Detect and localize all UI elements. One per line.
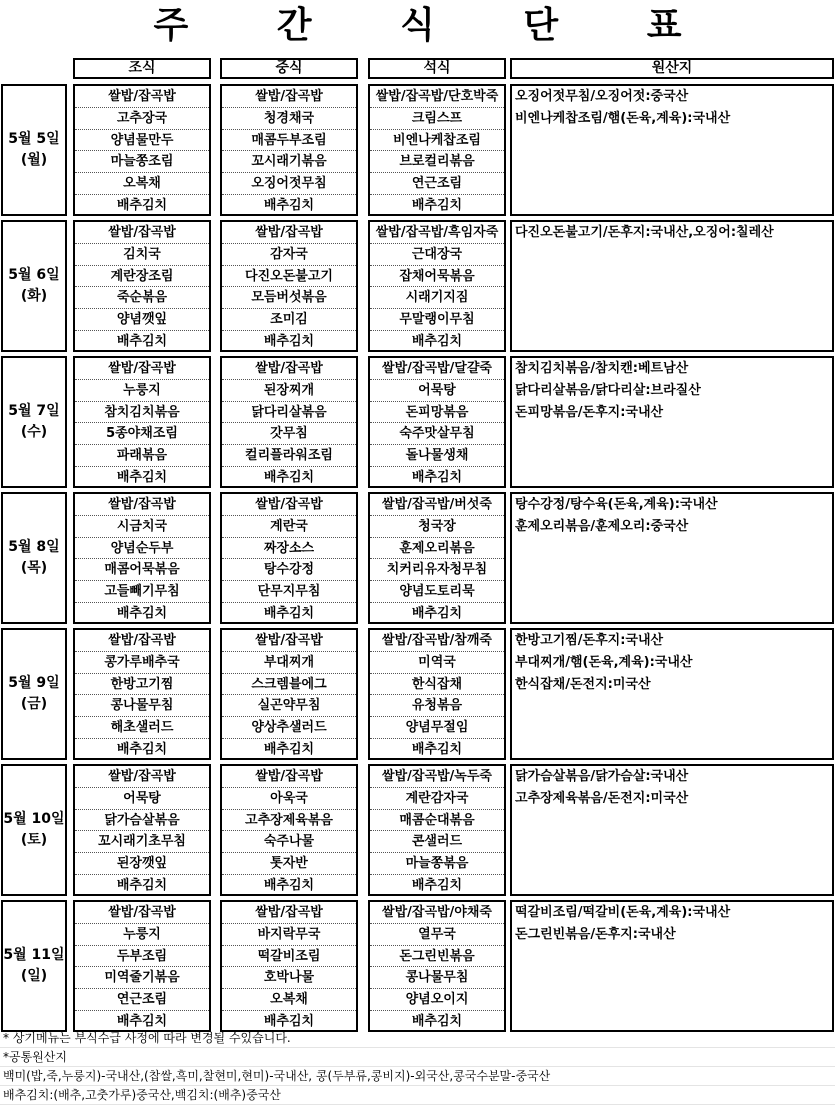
- day-label: [1, 628, 67, 760]
- lunch-column: [220, 220, 358, 352]
- lunch-column: [220, 764, 358, 896]
- origin-item: 탕수강정/탕수육(돈육,계육):국내산: [515, 497, 718, 512]
- menu-item: 쌀밥/잡곡밥: [75, 630, 209, 652]
- day-label: [1, 84, 67, 216]
- origin-column: [510, 356, 834, 488]
- menu-item: 참치김치볶음: [75, 402, 209, 424]
- menu-item: 쌀밥/잡곡밥: [222, 86, 356, 108]
- day-label: [1, 764, 67, 896]
- menu-item: 오복채: [75, 173, 209, 195]
- footer-note: * 상기메뉴는 부식수급 사정에 따라 변경될 수있습니다.: [0, 1029, 835, 1048]
- menu-item: 갓무침: [222, 423, 356, 445]
- origin-column: [510, 220, 834, 352]
- day-date: 5월 10일: [3, 811, 65, 827]
- header-dinner: 석식: [368, 58, 506, 79]
- menu-item: 쌀밥/잡곡밥: [75, 766, 209, 788]
- menu-item: 쌀밥/잡곡밥: [222, 358, 356, 380]
- menu-item: 양념도토리묵: [370, 581, 504, 603]
- lunch-column: [220, 356, 358, 488]
- day-label: [1, 356, 67, 488]
- menu-item: 배추김치: [411, 741, 463, 757]
- origin-item: 고추장제육볶음/돈전지:미국산: [515, 790, 689, 806]
- breakfast-column: [73, 220, 211, 352]
- menu-item: 누룽지: [75, 924, 209, 946]
- menu-item: 배추김치: [116, 197, 168, 213]
- day-date: 5월 9일: [8, 675, 60, 691]
- menu-item: 감자국: [222, 244, 356, 266]
- menu-item: 닭다리살볶음: [222, 402, 356, 424]
- menu-item: 근대장국: [370, 244, 504, 266]
- menu-item: 콩나물무침: [370, 967, 504, 989]
- origin-item: 돈그린빈볶음/돈후지:국내산: [515, 926, 676, 942]
- menu-item: 고들빼기무침: [75, 581, 209, 603]
- menu-item: 쌀밥/잡곡밥/야채죽: [370, 902, 504, 924]
- menu-item: 톳자반: [222, 853, 356, 875]
- breakfast-column: [73, 764, 211, 896]
- menu-item: 배추김치: [116, 1013, 168, 1029]
- menu-item: 오복채: [222, 989, 356, 1011]
- day-weekday: (월): [20, 152, 48, 168]
- menu-item: 쌀밥/잡곡밥: [222, 222, 356, 244]
- menu-item: 탕수강정: [222, 559, 356, 581]
- day-date: 5월 6일: [8, 267, 60, 283]
- menu-item: 고추장국: [75, 108, 209, 130]
- menu-item: 돈그린빈볶음: [370, 946, 504, 968]
- origin-item: 훈제오리볶음/훈제오리:중국산: [515, 518, 689, 534]
- menu-item: 배추김치: [411, 605, 463, 621]
- lunch-column: [220, 900, 358, 1032]
- menu-item: 배추김치: [411, 197, 463, 213]
- origin-item: 돈피망볶음/돈후지:국내산: [515, 404, 664, 420]
- menu-item: 시금치국: [75, 516, 209, 538]
- origin-item: 오징어젓무침/오징어젓:중국산: [515, 89, 689, 104]
- menu-item: 된장깻잎: [75, 853, 209, 875]
- menu-item: 배추김치: [263, 877, 315, 893]
- origin-item: 다진오돈불고기/돈후지:국내산,오징어:칠레산: [515, 225, 774, 240]
- menu-item: 배추김치: [263, 197, 315, 213]
- menu-item: 쌀밥/잡곡밥/단호박죽: [370, 86, 504, 108]
- day-label: [1, 492, 67, 624]
- menu-item: 부대찌개: [222, 652, 356, 674]
- origin-item: 참치김치볶음/참치캔:베트남산: [515, 361, 689, 376]
- menu-item: 배추김치: [116, 469, 168, 485]
- menu-item: 배추김치: [116, 741, 168, 757]
- menu-item: 고추장제육볶음: [222, 810, 356, 832]
- menu-item: 모듬버섯볶음: [222, 287, 356, 309]
- menu-item: 배추김치: [411, 469, 463, 485]
- menu-item: 비엔나케찹조림: [370, 130, 504, 152]
- menu-item: 짜장소스: [222, 538, 356, 560]
- origin-column: [510, 764, 834, 896]
- menu-item: 무말랭이무침: [370, 309, 504, 331]
- day-label: [1, 220, 67, 352]
- menu-item: 시래기지짐: [370, 287, 504, 309]
- menu-item: 죽순볶음: [75, 287, 209, 309]
- menu-item: 계란국: [222, 516, 356, 538]
- menu-item: 쌀밥/잡곡밥/녹두죽: [370, 766, 504, 788]
- menu-item: 양념순두부: [75, 538, 209, 560]
- breakfast-column: [73, 900, 211, 1032]
- dinner-column: [368, 84, 506, 216]
- day-date: 5월 11일: [3, 947, 65, 963]
- dinner-column: [368, 220, 506, 352]
- menu-item: 청경채국: [222, 108, 356, 130]
- menu-item: 배추김치: [263, 741, 315, 757]
- dinner-column: [368, 628, 506, 760]
- origin-item: 닭다리살볶음/닭다리살:브라질산: [515, 382, 701, 398]
- menu-item: 배추김치: [116, 605, 168, 621]
- menu-item: 쌀밥/잡곡밥/달걀죽: [370, 358, 504, 380]
- menu-item: 쌀밥/잡곡밥/흑임자죽: [370, 222, 504, 244]
- menu-item: 크림스프: [370, 108, 504, 130]
- dinner-column: [368, 764, 506, 896]
- day-date: 5월 8일: [8, 539, 60, 555]
- menu-item: 아욱국: [222, 788, 356, 810]
- origin-item: 닭가슴살볶음/닭가슴살:국내산: [515, 769, 689, 784]
- menu-item: 쌀밥/잡곡밥: [222, 630, 356, 652]
- menu-item: 배추김치: [411, 877, 463, 893]
- menu-item: 양념깻잎: [75, 309, 209, 331]
- menu-item: 브로컬리볶음: [370, 151, 504, 173]
- menu-item: 연근조림: [75, 989, 209, 1011]
- menu-item: 계란장조림: [75, 266, 209, 288]
- menu-item: 꼬시래기볶음: [222, 151, 356, 173]
- origin-column: [510, 628, 834, 760]
- menu-item: 해초샐러드: [75, 717, 209, 739]
- menu-item: 마늘쫑조림: [75, 151, 209, 173]
- menu-item: 어묵탕: [75, 788, 209, 810]
- page-title: 주 간 식 단 표: [153, 5, 720, 46]
- menu-item: 마늘쫑볶음: [370, 853, 504, 875]
- breakfast-column: [73, 84, 211, 216]
- menu-item: 한방고기찜: [75, 674, 209, 696]
- header-breakfast: 조식: [73, 58, 211, 79]
- menu-item: 쌀밥/잡곡밥: [75, 494, 209, 516]
- menu-item: 쌀밥/잡곡밥: [75, 902, 209, 924]
- header-lunch: 중식: [220, 58, 358, 79]
- menu-item: 숙주맛살무침: [370, 423, 504, 445]
- menu-item: 바지락무국: [222, 924, 356, 946]
- day-date: 5월 5일: [8, 131, 60, 147]
- menu-item: 두부조림: [75, 946, 209, 968]
- menu-item: 쌀밥/잡곡밥: [75, 358, 209, 380]
- menu-item: 연근조림: [370, 173, 504, 195]
- menu-item: 배추김치: [411, 1013, 463, 1029]
- day-weekday: (수): [20, 424, 48, 440]
- footer-note: 배추김치:(배추,고춧가루)중국산,백김치:(배추)중국산: [0, 1086, 835, 1105]
- lunch-column: [220, 84, 358, 216]
- menu-item: 어묵탕: [370, 380, 504, 402]
- breakfast-column: [73, 356, 211, 488]
- menu-item: 돈피망볶음: [370, 402, 504, 424]
- menu-item: 떡갈비조림: [222, 946, 356, 968]
- menu-item: 꼬시래기초무침: [75, 831, 209, 853]
- day-label: [1, 900, 67, 1032]
- menu-item: 파래볶음: [75, 445, 209, 467]
- menu-item: 된장찌개: [222, 380, 356, 402]
- breakfast-column: [73, 492, 211, 624]
- day-weekday: (목): [20, 560, 48, 576]
- menu-item: 매콤두부조림: [222, 130, 356, 152]
- menu-item: 청국장: [370, 516, 504, 538]
- menu-item: 훈제오리볶음: [370, 538, 504, 560]
- menu-item: 미역국: [370, 652, 504, 674]
- menu-item: 배추김치: [411, 333, 463, 349]
- menu-item: 열무국: [370, 924, 504, 946]
- footer-note: *공통원산지: [0, 1048, 835, 1067]
- menu-item: 실곤약무침: [222, 695, 356, 717]
- menu-item: 미역줄기볶음: [75, 967, 209, 989]
- origin-item: 한방고기찜/돈후지:국내산: [515, 633, 664, 648]
- lunch-column: [220, 628, 358, 760]
- day-date: 5월 7일: [8, 403, 60, 419]
- menu-item: 유청볶음: [370, 695, 504, 717]
- menu-item: 잡채어묵볶음: [370, 266, 504, 288]
- menu-item: 배추김치: [116, 333, 168, 349]
- origin-column: [510, 84, 834, 216]
- menu-item: 배추김치: [116, 877, 168, 893]
- menu-item: 누룽지: [75, 380, 209, 402]
- lunch-column: [220, 492, 358, 624]
- day-weekday: (금): [20, 696, 48, 712]
- menu-item: 한식잡채: [370, 674, 504, 696]
- menu-item: 쌀밥/잡곡밥: [222, 494, 356, 516]
- dinner-column: [368, 900, 506, 1032]
- breakfast-column: [73, 628, 211, 760]
- menu-item: 쌀밥/잡곡밥: [75, 222, 209, 244]
- menu-item: 단무지무침: [222, 581, 356, 603]
- footer-notes: [0, 1029, 835, 1105]
- menu-item: 배추김치: [263, 605, 315, 621]
- menu-item: 콩나물무침: [75, 695, 209, 717]
- origin-item: 부대찌개/햄(돈육,계육):국내산: [515, 654, 693, 670]
- menu-item: 쌀밥/잡곡밥: [75, 86, 209, 108]
- menu-item: 조미김: [222, 309, 356, 331]
- day-weekday: (일): [20, 968, 48, 984]
- menu-item: 쌀밥/잡곡밥: [222, 902, 356, 924]
- origin-column: [510, 492, 834, 624]
- menu-item: 쌀밥/잡곡밥/버섯죽: [370, 494, 504, 516]
- menu-item: 콘샐러드: [370, 831, 504, 853]
- dinner-column: [368, 492, 506, 624]
- menu-item: 양념무절임: [370, 717, 504, 739]
- menu-item: 계란감자국: [370, 788, 504, 810]
- day-weekday: (토): [20, 832, 48, 848]
- origin-column: [510, 900, 834, 1032]
- menu-item: 배추김치: [263, 1013, 315, 1029]
- menu-item: 양념물만두: [75, 130, 209, 152]
- menu-item: 양념오이지: [370, 989, 504, 1011]
- menu-item: 컬리플라워조림: [222, 445, 356, 467]
- menu-item: 매콤어묵볶음: [75, 559, 209, 581]
- menu-item: 쌀밥/잡곡밥/참깨죽: [370, 630, 504, 652]
- menu-item: 다진오돈불고기: [222, 266, 356, 288]
- menu-item: 김치국: [75, 244, 209, 266]
- origin-item: 떡갈비조림/떡갈비(돈육,계육):국내산: [515, 905, 731, 920]
- origin-item: 비엔나케찹조림/햄(돈육,계육):국내산: [515, 110, 731, 126]
- footer-note: 백미(밥,죽,누룽지)-국내산,(찹쌀,흑미,찰현미,현미)-국내산, 콩(두부류,콩비지)-외국산,콩국수분말-중국산: [0, 1067, 835, 1086]
- menu-item: 양상추샐러드: [222, 717, 356, 739]
- menu-item: 닭가슴살볶음: [75, 810, 209, 832]
- menu-item: 치커리유자청무침: [370, 559, 504, 581]
- menu-item: 돌나물생채: [370, 445, 504, 467]
- header-origin: 원산지: [510, 58, 834, 79]
- menu-item: 스크렘블에그: [222, 674, 356, 696]
- menu-item: 배추김치: [263, 333, 315, 349]
- menu-item: 호박나물: [222, 967, 356, 989]
- menu-item: 5종야채조림: [75, 423, 209, 445]
- menu-item: 배추김치: [263, 469, 315, 485]
- day-weekday: (화): [20, 288, 48, 304]
- dinner-column: [368, 356, 506, 488]
- origin-item: 한식잡채/돈전지:미국산: [515, 676, 651, 692]
- menu-item: 매콤순대볶음: [370, 810, 504, 832]
- menu-item: 쌀밥/잡곡밥: [222, 766, 356, 788]
- menu-item: 콩가루배추국: [75, 652, 209, 674]
- menu-item: 숙주나물: [222, 831, 356, 853]
- menu-item: 오징어젓무침: [222, 173, 356, 195]
